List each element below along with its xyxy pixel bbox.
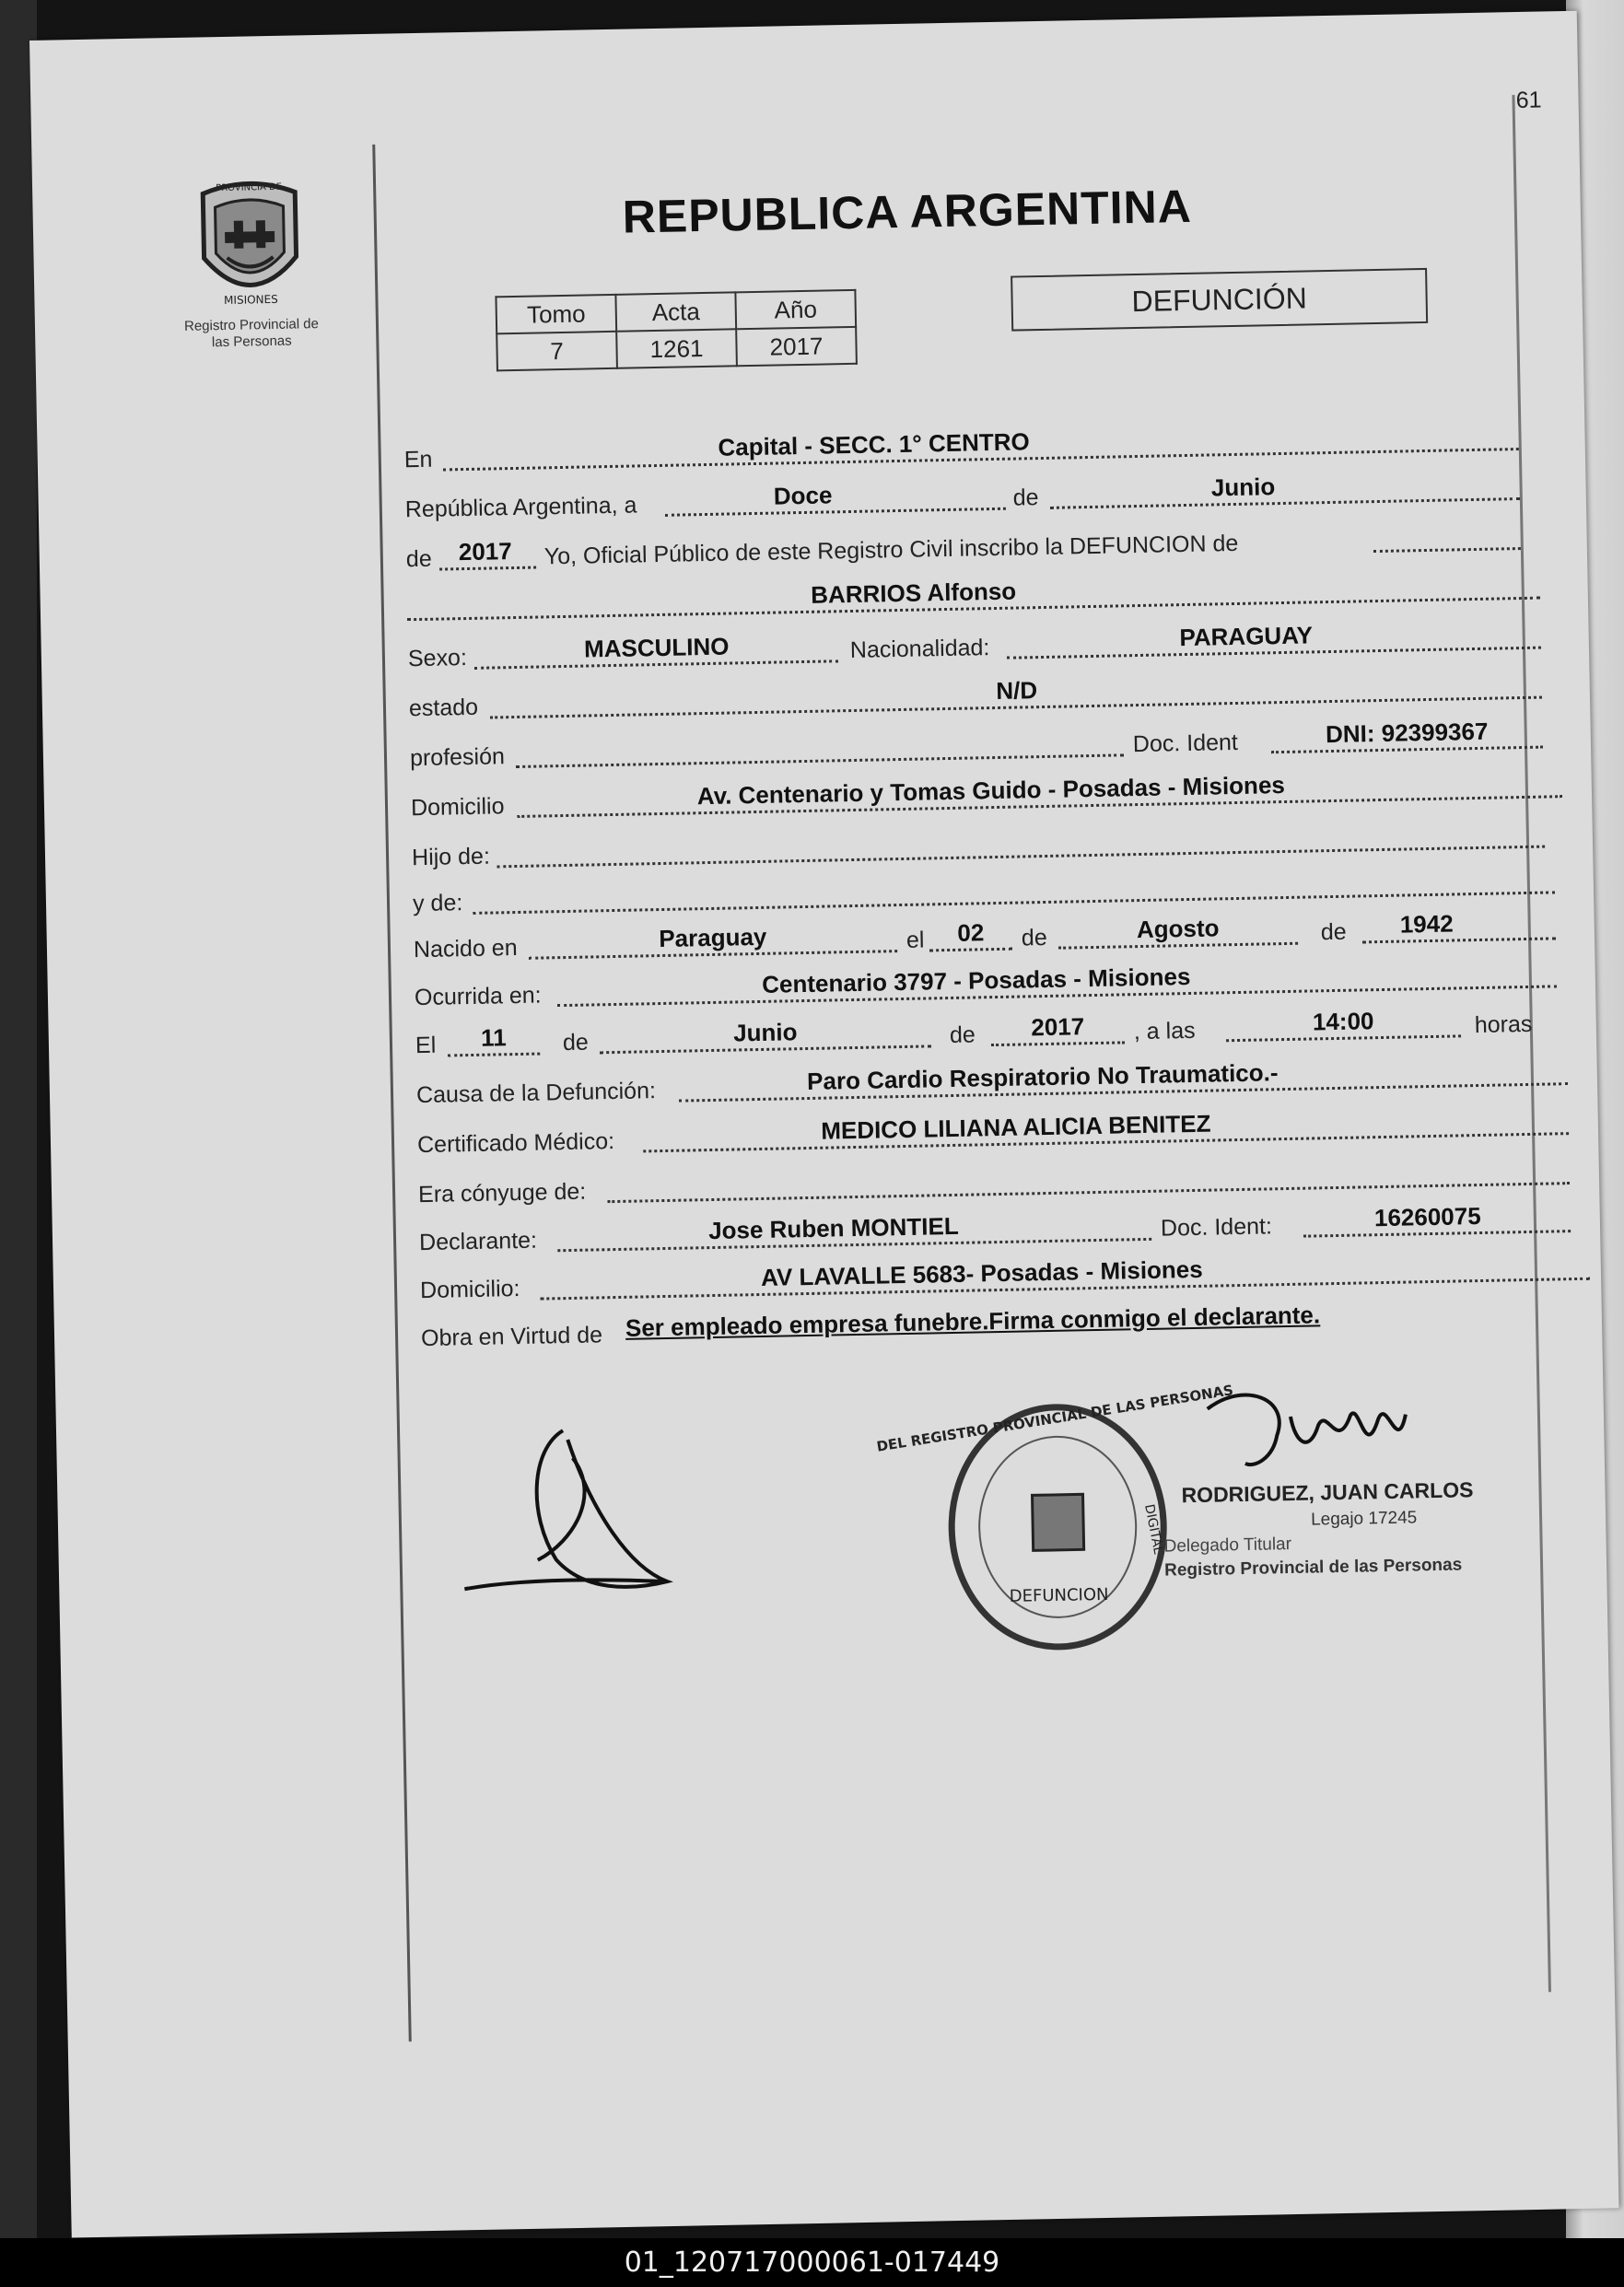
registration-place-value: Capital - SECC. 1° CENTRO [718, 427, 1031, 461]
svg-text:DEL REGISTRO PROVINCIAL DE LAS: DEL REGISTRO PROVINCIAL DE LAS PERSONAS [875, 1382, 1235, 1455]
birth-year-value: 1942 [1399, 909, 1454, 939]
sex-value: MASCULINO [583, 632, 730, 663]
nationality-value: PARAGUAY [1179, 621, 1314, 652]
birthplace-value: Paraguay [659, 922, 767, 953]
doc-ident2-label: Doc. Ident: [1160, 1213, 1273, 1242]
official-title-line1: Delegado Titular [1163, 1534, 1292, 1557]
cause-of-death-value: Paro Cardio Respiratorio No Traumatico.- [806, 1058, 1279, 1096]
registry-table [495, 289, 858, 372]
tomo-header: Tomo [496, 295, 616, 333]
alas-label: , a las [1133, 1017, 1196, 1045]
registry-value-row [497, 327, 857, 370]
official-signature-icon [1188, 1376, 1476, 1483]
el-date-label: El [415, 1032, 437, 1059]
row-domicile [411, 764, 1563, 823]
row-profession-doc [410, 716, 1544, 775]
row-place [403, 417, 1519, 475]
registration-year-value: 2017 [458, 537, 512, 566]
medical-certifier-value: MEDICO LILIANA ALICIA BENITEZ [820, 1109, 1211, 1145]
profesion-label: profesión [409, 743, 506, 772]
acta-header: Acta [615, 292, 736, 331]
death-day-value: 11 [480, 1023, 507, 1052]
row-deceased-name [406, 566, 1540, 625]
svg-text:MISIONES: MISIONES [223, 292, 278, 307]
domicilio-label: Domicilio [410, 793, 505, 822]
page-number: 61 [1515, 87, 1542, 114]
left-margin-line [372, 145, 412, 2042]
el-label: el [905, 927, 925, 953]
ocurrida-label: Ocurrida en: [414, 982, 542, 1011]
row-date [404, 467, 1520, 525]
official-legajo: Legajo 17245 [1310, 1508, 1418, 1530]
row-civil-status [409, 666, 1543, 725]
row-death-place [415, 954, 1558, 1013]
svg-text:PROVINCIA DE: PROVINCIA DE [216, 181, 283, 194]
row-death-date [415, 1002, 1568, 1061]
death-year-value: 2017 [1031, 1012, 1085, 1042]
death-month-value: Junio [732, 1018, 798, 1047]
declarant-signature-icon [452, 1418, 723, 1608]
registry-logo [180, 173, 321, 352]
doc-ident-value: DNI: 92399367 [1325, 717, 1489, 749]
official-name: RODRIGUEZ, JUAN CARLOS [1181, 1477, 1474, 1508]
row-sex-nationality [408, 616, 1542, 675]
row-inscription [405, 517, 1521, 575]
death-certificate-page [29, 11, 1618, 2238]
provincial-seal-icon [189, 173, 311, 313]
scan-file-id: 01_120717000061-017449 [0, 2238, 1624, 2287]
row-certificate [417, 1102, 1570, 1161]
civil-status-value: N/D [996, 676, 1038, 705]
yde-label: y de: [412, 890, 463, 917]
domicilio2-label: Domicilio: [419, 1276, 520, 1304]
death-place-value: Centenario 3797 - Posadas - Misiones [761, 962, 1191, 998]
de2-label: de [405, 545, 432, 573]
en-label: En [403, 446, 433, 473]
sexo-label: Sexo: [407, 645, 468, 672]
de3-label: de [1021, 924, 1047, 951]
domicile-value: Av. Centenario y Tomas Guido - Posadas - Misiones [696, 770, 1286, 811]
death-time-value: 14:00 [1312, 1007, 1374, 1036]
anio-value: 2017 [736, 327, 857, 366]
conyuge-label: Era cónyuge de: [417, 1178, 587, 1208]
declarant-domicile-value: AV LAVALLE 5683- Posadas - Misiones [760, 1254, 1203, 1292]
birth-day-value: 02 [957, 918, 985, 947]
registration-month-value: Junio [1210, 473, 1276, 502]
nacido-label: Nacido en [413, 935, 518, 963]
nacionalidad-label: Nacionalidad: [849, 635, 990, 664]
row-obra [421, 1295, 1592, 1354]
document-title: REPUBLICA ARGENTINA [622, 180, 1193, 243]
logo-caption-line2: las Personas [211, 333, 292, 351]
republica-label: República Argentina, a [404, 492, 637, 523]
de6-label: de [949, 1021, 976, 1049]
obra-value: Ser empleado empresa funebre.Firma conmigo el declarante. [625, 1301, 1321, 1342]
declarant-doc-value: 16260075 [1373, 1201, 1481, 1232]
de5-label: de [562, 1029, 590, 1056]
official-title-line2: Registro Provincial de las Personas [1163, 1555, 1463, 1581]
de4-label: de [1320, 918, 1347, 946]
svg-text:DIGITAL: DIGITAL [1141, 1502, 1166, 1556]
certificado-label: Certificado Médico: [416, 1128, 615, 1159]
obra-label: Obra en Virtud de [420, 1322, 603, 1352]
tomo-value: 7 [497, 332, 617, 370]
declarante-label: Declarante: [418, 1227, 538, 1256]
declarant-name-value: Jose Ruben MONTIEL [707, 1211, 959, 1245]
registration-day-value: Doce [773, 481, 833, 510]
scan-background-left [0, 0, 37, 2238]
act-type-box: DEFUNCIÓN [1011, 268, 1428, 332]
right-margin-line [1512, 95, 1551, 1992]
row-cause [416, 1052, 1569, 1111]
birth-month-value: Agosto [1136, 914, 1220, 944]
deceased-name-value: BARRIOS Alfonso [810, 577, 1017, 609]
logo-caption-line1: Registro Provincial de [183, 316, 320, 334]
de-label: de [1012, 484, 1039, 511]
doc-ident-label: Doc. Ident [1132, 729, 1239, 758]
causa-label: Causa de la Defunción: [415, 1078, 657, 1109]
row-declarant [419, 1199, 1571, 1258]
acta-value: 1261 [616, 329, 737, 368]
row-spouse [418, 1151, 1571, 1210]
hijo-label: Hijo de: [411, 843, 491, 871]
inscribe-text: Yo, Oficial Público de este Registro Civil inscribo la DEFUNCION de [543, 530, 1239, 570]
horas-label: horas [1474, 1010, 1533, 1039]
estado-label: estado [408, 694, 479, 722]
anio-header: Año [735, 290, 856, 329]
svg-text:DEFUNCION: DEFUNCION [1009, 1584, 1109, 1606]
